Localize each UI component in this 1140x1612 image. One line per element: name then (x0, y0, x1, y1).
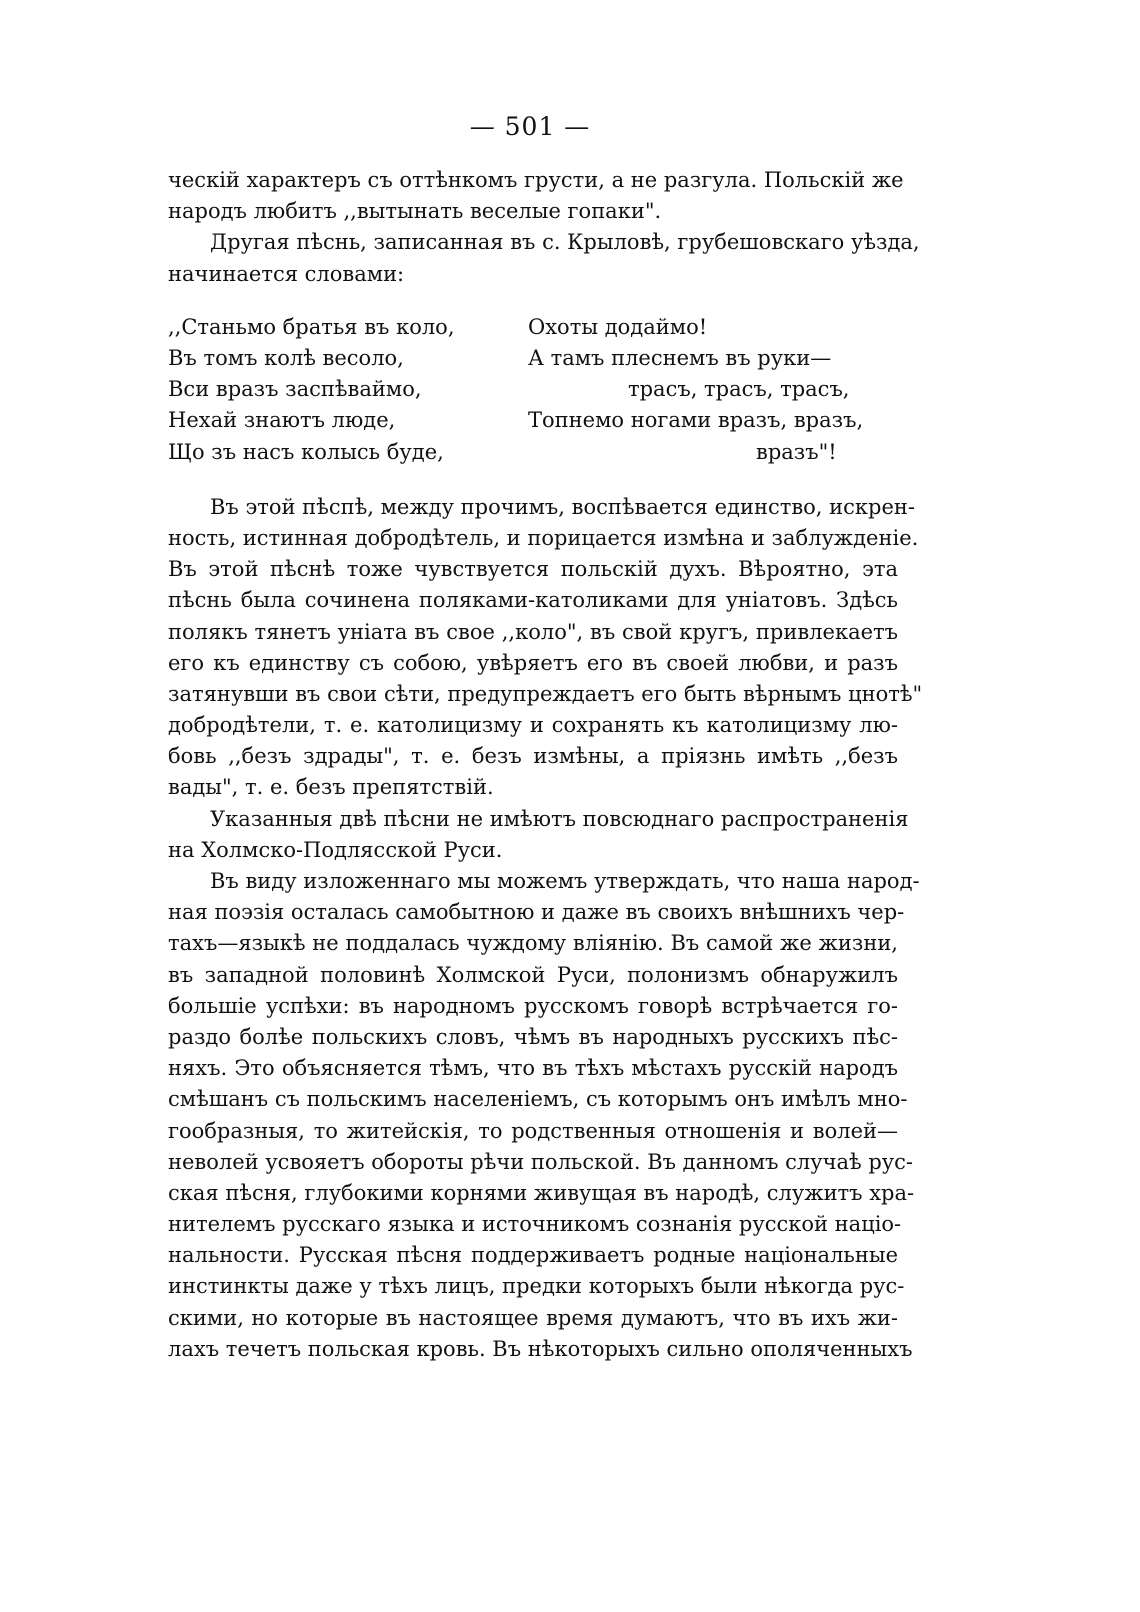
poem-line: Охоты додаймо! (528, 314, 708, 339)
text-line: гообразныя, то житейскія, то родственныя отношенія и волей— (168, 1118, 898, 1143)
text-line: лахъ течетъ польская кровь. Въ нѣкоторыхъ сильно ополяченныхъ (168, 1336, 913, 1361)
poem-line: Въ томъ колѣ весоло, (168, 345, 404, 370)
text-line: его къ единству съ собою, увѣряетъ его въ своей любви, и разъ (168, 650, 898, 675)
text-line: Другая пѣснь, записанная въ с. Крыловѣ, грубешовскаго уѣзда, (210, 230, 920, 255)
poem-line: Що зъ насъ колысь буде, (168, 439, 444, 464)
poem-line: Топнемо ногами вразъ, вразъ, (528, 408, 864, 433)
text-line: большіе успѣхи: въ народномъ русскомъ говорѣ встрѣчается го- (168, 993, 898, 1018)
poem-line: ,,Станьмо братья въ коло, (168, 314, 455, 339)
text-line: неволей усвояетъ обороты рѣчи польской. Въ данномъ случаѣ рус- (168, 1149, 913, 1174)
paragraph-1 (168, 165, 904, 227)
text-line: начинается словами: (168, 261, 405, 286)
poem-line: Нехай знаютъ люде, (168, 408, 396, 433)
poem-column-right (528, 312, 868, 468)
paragraph-5 (168, 866, 920, 1365)
text-line: полякъ тянетъ уніата въ свое ,,коло", въ свой кругъ, привлекаетъ (168, 619, 898, 644)
text-line: Указанныя двѣ пѣсни не имѣютъ повсюднаго распространенія (210, 806, 909, 831)
poem-line: вразъ"! (756, 439, 837, 464)
poem-line: Вси вразъ заспѣваймо, (168, 377, 422, 402)
text-line: народъ любитъ ,,вытынать веселые гопаки". (168, 199, 662, 224)
text-line: смѣшанъ съ польскимъ населеніемъ, съ которымъ онъ имѣлъ мно- (168, 1087, 908, 1112)
paragraph-4 (168, 804, 909, 866)
poem-quote (168, 312, 898, 472)
text-line: няхъ. Это объясняется тѣмъ, что въ тѣхъ мѣстахъ русскій народъ (168, 1056, 898, 1081)
text-line: затянувши въ свои сѣти, предупреждаетъ его быть вѣрнымъ цнотѣ" (168, 681, 923, 706)
text-line: инстинкты даже у тѣхъ лицъ, предки которыхъ были нѣкогда рус- (168, 1274, 905, 1299)
text-line: добродѣтели, т. е. католицизму и сохранять къ католицизму лю- (168, 713, 898, 738)
text-line: Въ этой пѣснѣ тоже чувствуется польскій духъ. Вѣроятно, эта (168, 557, 898, 582)
page-number: — 501 — (469, 112, 591, 141)
poem-line: трасъ, трасъ, трасъ, (628, 377, 850, 402)
text-line: скими, но которые въ настоящее время думаютъ, что въ ихъ жи- (168, 1305, 898, 1330)
text-line: вады", т. е. безъ препятствій. (168, 775, 494, 800)
text-line: нальности. Русская пѣсня поддерживаетъ родные національные (168, 1243, 898, 1268)
text-line: ность, истинная добродѣтель, и порицается измѣна и заблужденіе. (168, 525, 919, 550)
text-line: ческій характеръ съ оттѣнкомъ грусти, а не разгула. Польскій же (168, 168, 904, 192)
text-line: нителемъ русскаго языка и источникомъ сознанія русской націо- (168, 1212, 902, 1237)
text-line: ская пѣсня, глубокими корнями живущая въ народѣ, служитъ хра- (168, 1180, 915, 1205)
text-line: ная поэзія осталась самобытною и даже въ своихъ внѣшнихъ чер- (168, 900, 905, 925)
poem-column-left (168, 312, 455, 468)
paragraph-3 (168, 492, 923, 804)
poem-line: А тамъ плеснемъ въ руки— (528, 345, 832, 370)
text-line: въ западной половинѣ Холмской Руси, полонизмъ обнаружилъ (168, 962, 898, 987)
text-line: тахъ—языкѣ не поддалась чуждому вліянію. Въ самой же жизни, (168, 931, 898, 956)
text-line: Въ виду изложеннаго мы можемъ утверждать, что наша народ- (210, 869, 920, 893)
body-text (168, 165, 923, 1365)
text-line: пѣснь была сочинена поляками-католиками для уніатовъ. Здѣсь (168, 588, 898, 613)
text-line: раздо болѣе польскихъ словъ, чѣмъ въ народныхъ русскихъ пѣс- (168, 1024, 898, 1049)
text-line: бовь ,,безъ здрады", т. е. безъ измѣны, а пріязнь имѣть ,,безъ (168, 744, 898, 769)
text-line: Въ этой пѣспѣ, между прочимъ, воспѣвается единство, искрен- (210, 494, 915, 519)
text-line: на Холмско-Подлясской Руси. (168, 837, 503, 862)
paragraph-2 (168, 227, 920, 289)
